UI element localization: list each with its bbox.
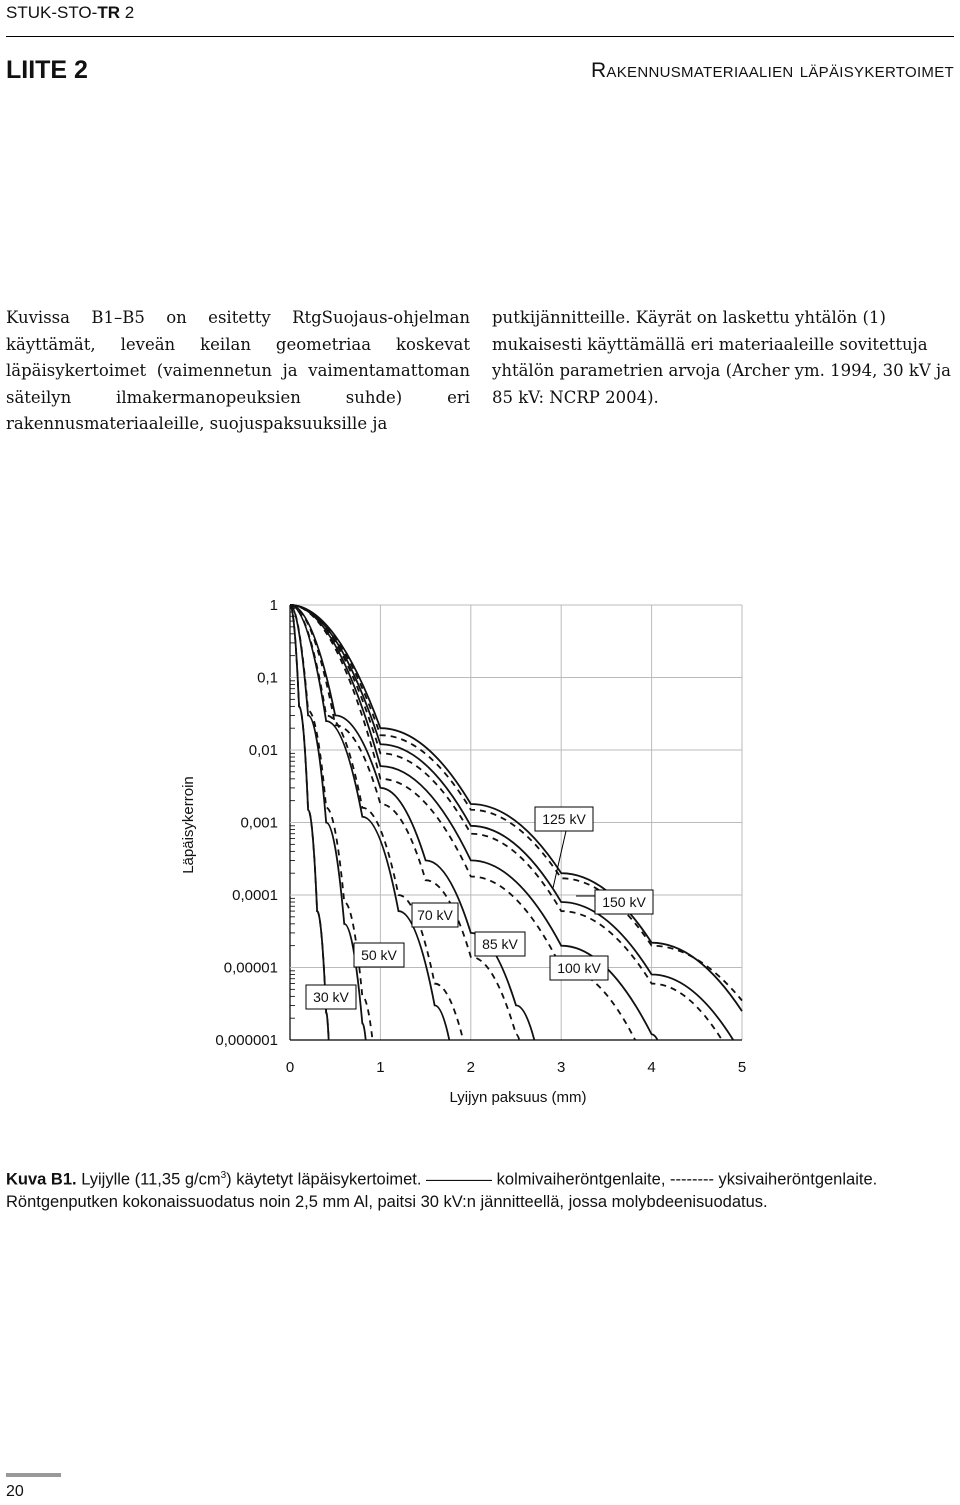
page-number: 20 [6,1483,24,1500]
transmission-chart [0,580,960,1120]
header-rule [6,36,954,37]
pointer-125kv [553,831,566,888]
body-left-column: Kuvissa B1–B5 on esitetty RtgSuojaus-ohjelman käyttämät, leveän keilan geometriaa koskevat läpäisykertoimet (vaimennetun ja vaimentamattoman säteilyn ilmakermanopeuksien suhde) eri rakennusmateriaaleille, suojuspaksuuksille ja [6,308,470,433]
series-annotation: 150 kV [602,894,646,910]
chart-minor-ticks [290,608,295,1018]
y-tick-label: 0,001 [240,814,278,832]
series-prefix: STUK-STO- [6,3,98,22]
y-tick-label: 0,01 [248,742,278,759]
y-tick-label: 0,0001 [232,887,278,904]
x-tick-label: 5 [737,1059,747,1076]
series-label [6,3,134,23]
chart-label-pointers [553,831,598,896]
x-tick-label: 2 [466,1059,475,1076]
chart-xlabel: Lyijyn paksuus (mm) [449,1089,587,1106]
series-number: 2 [119,3,135,22]
x-tick-label: 3 [557,1059,566,1076]
series-annotation: 30 kV [313,989,349,1005]
footer-bar [6,1473,61,1477]
x-tick-label: 0 [285,1059,295,1076]
caption-sup: 3 [220,1170,227,1181]
caption-label: Kuva B1. [6,1170,77,1189]
series-annotation: 100 kV [557,960,601,976]
y-tick-label: 1 [269,597,278,614]
body-right-column: putkijännitteille. Käyrät on laskettu yhtälön (1) mukaisesti käyttämällä eri materiaaleille sovitettuja yhtälön parametrien arvoja (Archer ym. 1994, 30 kV ja 85 kV: NCRP 2004). [492,308,951,407]
appendix-title: Rakennusmateriaalien läpäisykertoimet [590,59,954,82]
x-tick-label: 4 [647,1059,656,1076]
series-annotation: 50 kV [361,947,397,963]
chart-tick-labels [215,597,746,1076]
y-tick-label: 0,00001 [223,959,278,977]
series-bold: TR [97,3,120,22]
appendix-label: LIITE 2 [6,56,88,84]
chart-ylabel: Läpäisykerroin [180,776,197,874]
figure-caption [6,1165,950,1214]
x-tick-label: 1 [376,1059,385,1076]
series-annotation: 85 kV [482,936,518,952]
y-tick-label: 0,000001 [215,1032,278,1049]
series-annotation: 70 kV [417,907,453,923]
caption-text-2: ) käytetyt läpäisykertoimet. ———— kolmivaiheröntgenlaite, -------- yksivaiheröntgenlaite. Röntgenputken kokonaissuodatus noin 2,5 mm Al, paitsi 30 kV:n jännitteellä, jossa molybdeenisuodatus. [6,1170,878,1211]
y-tick-label: 0,1 [257,669,278,687]
caption-text-1: Lyijylle (11,35 g/cm [76,1170,221,1189]
series-annotation: 125 kV [542,811,586,827]
